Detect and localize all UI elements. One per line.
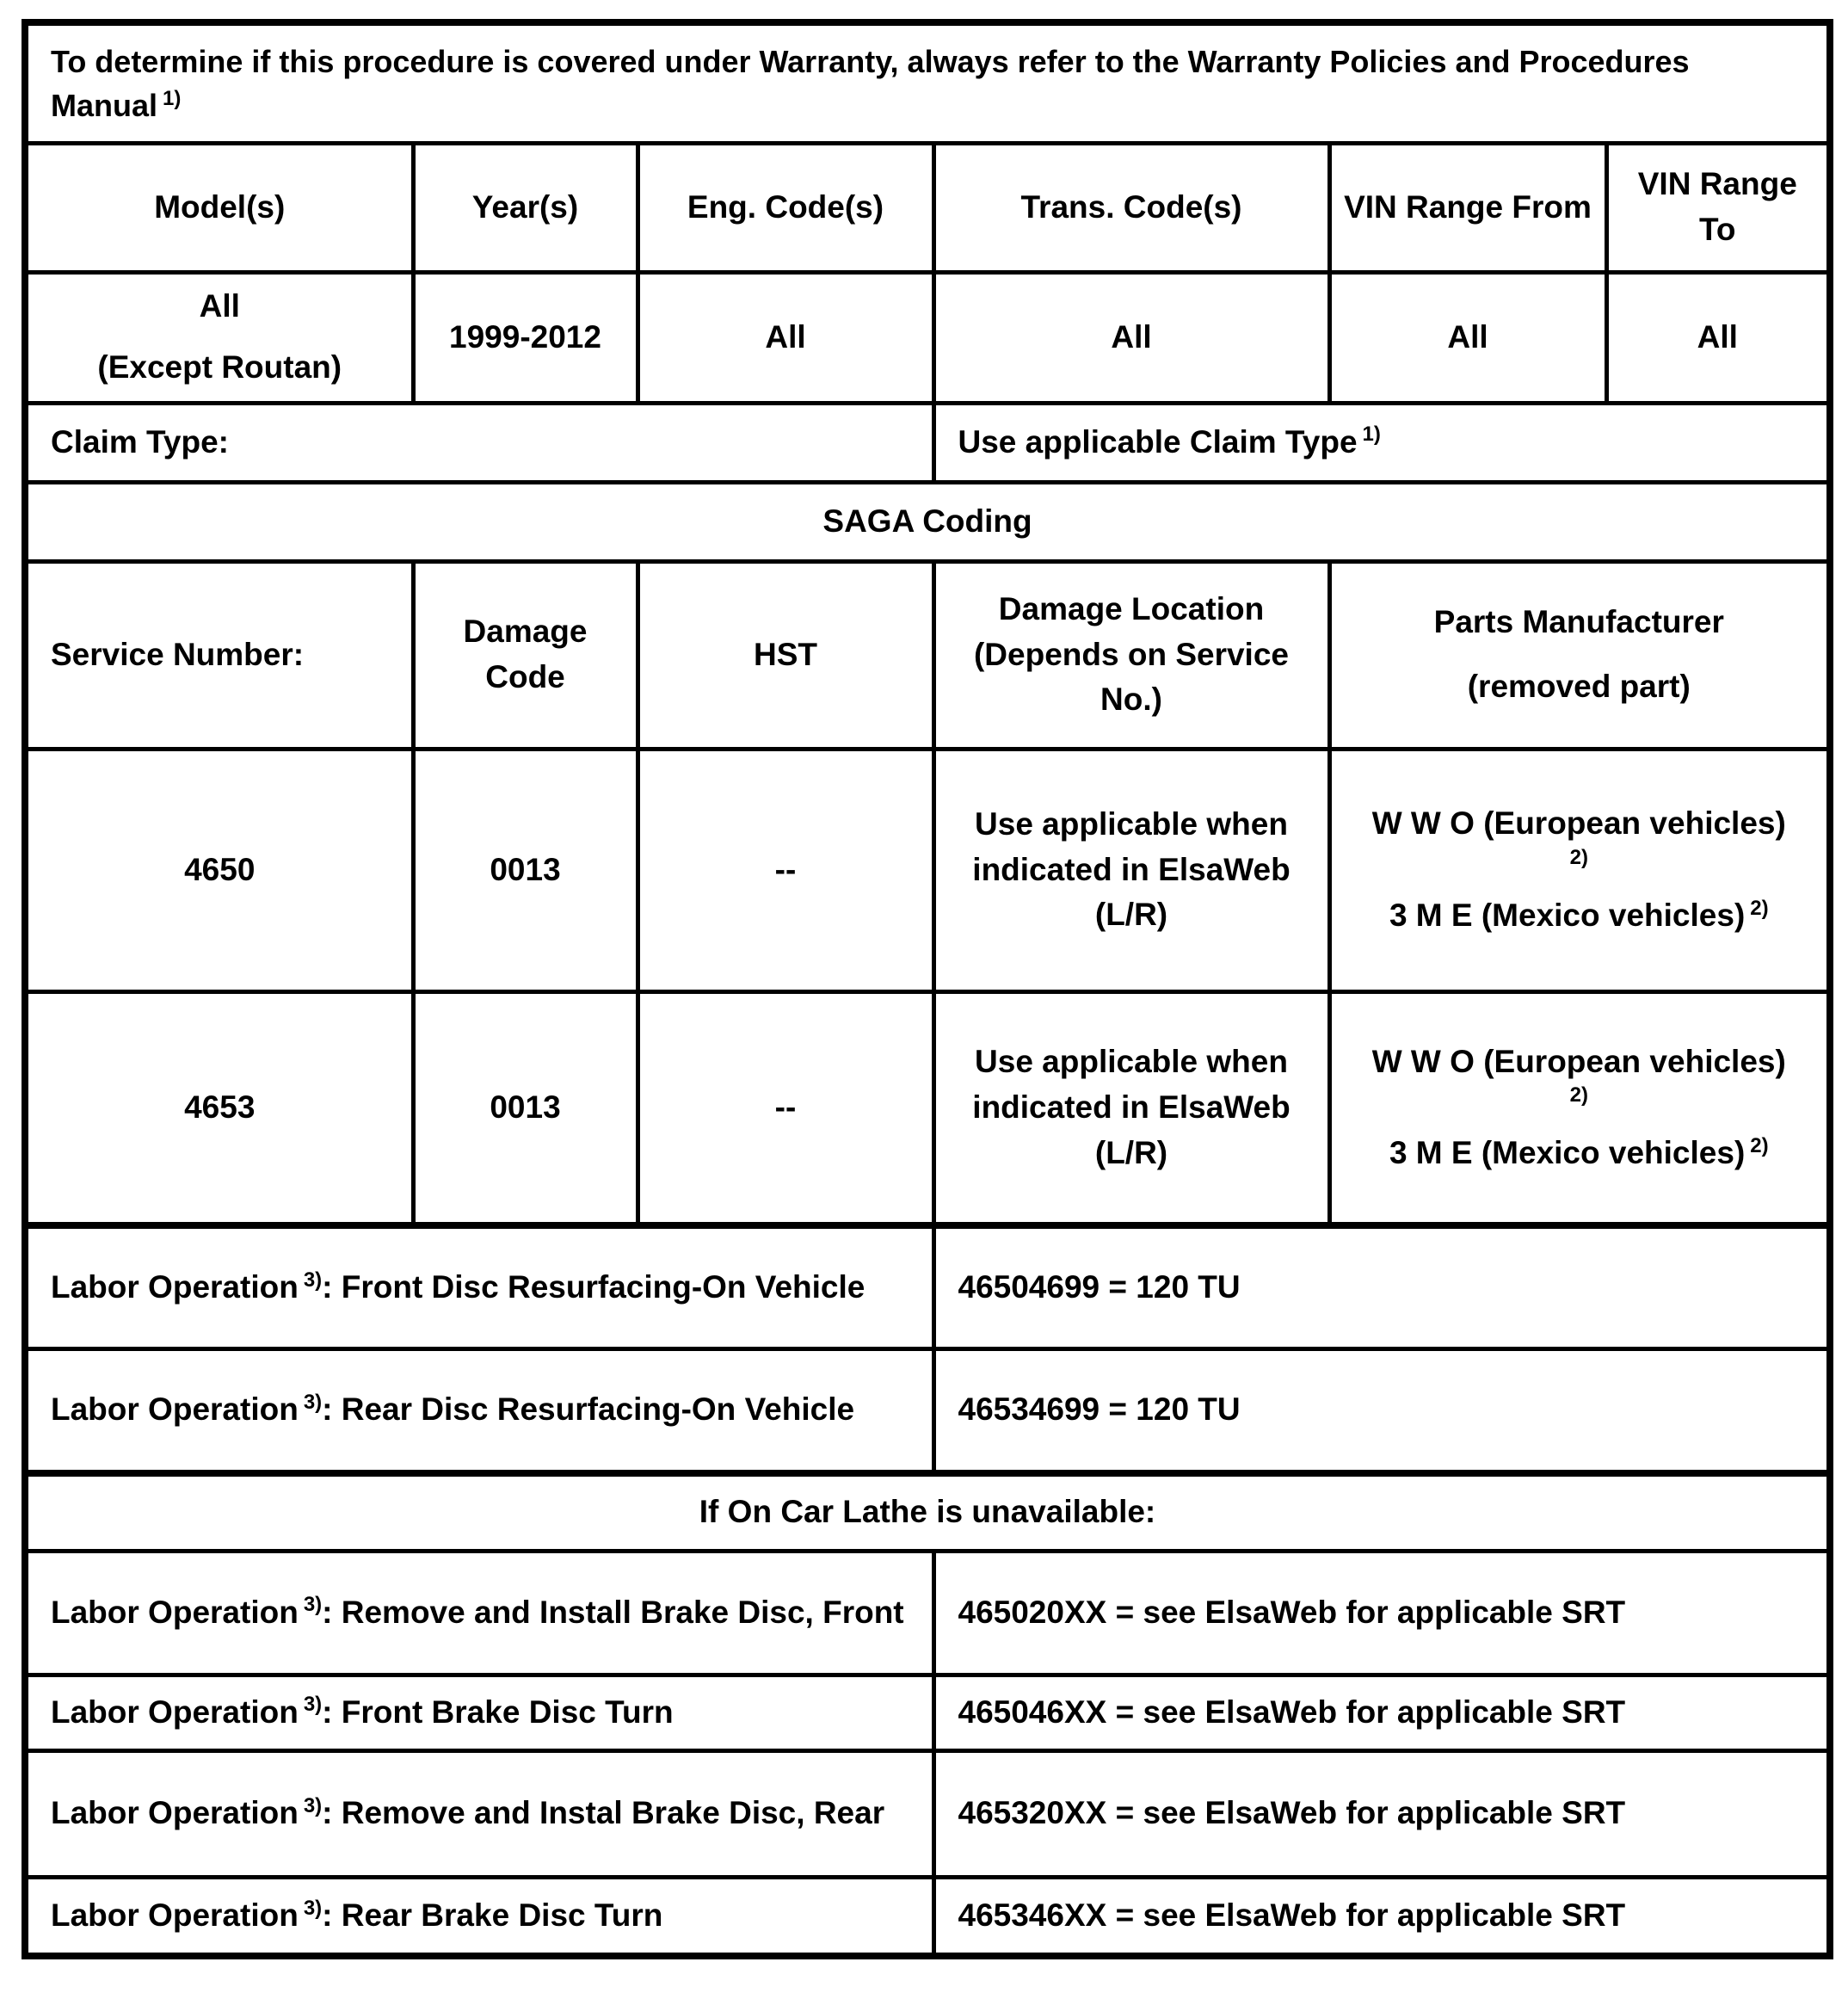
saga-header-damage-location: Damage Location (Depends on Service No.) <box>933 561 1329 749</box>
claim-type-value <box>933 403 1830 482</box>
saga-section-title: SAGA Coding <box>25 482 1830 561</box>
table-row <box>25 1551 1830 1675</box>
col-header-trans-codes: Trans. Code(s) <box>933 143 1329 272</box>
parts-european: W W O (European vehicles) <box>1371 1043 1786 1079</box>
saga-header-hst: HST <box>638 561 933 749</box>
labor-label-front-disc-turn <box>25 1675 933 1750</box>
cell-parts-manufacturer <box>1329 991 1830 1225</box>
lathe-section-title: If On Car Lathe is unavailable: <box>25 1473 1830 1551</box>
labor-label-front-resurfacing <box>25 1225 933 1348</box>
cell-models <box>25 272 413 403</box>
footnote-marker: 3) <box>303 1268 323 1292</box>
labor-label-rest: : Remove and Install Brake Disc, Front <box>322 1594 904 1630</box>
table-row <box>25 1348 1830 1473</box>
labor-value: 465320XX = see ElsaWeb for applicable SRT <box>933 1750 1830 1877</box>
table-row <box>25 1473 1830 1551</box>
cell-models-line1: All <box>199 288 240 324</box>
footnote-marker: 2) <box>1750 1134 1769 1158</box>
claim-type-value-text: Use applicable Claim Type <box>958 423 1358 460</box>
cell-models-line2: (Except Routan) <box>97 349 342 385</box>
labor-label-rest: : Front Brake Disc Turn <box>322 1694 674 1730</box>
labor-label-prefix: Labor Operation <box>51 1795 299 1831</box>
table-row <box>25 1675 1830 1750</box>
labor-label-prefix: Labor Operation <box>51 1268 299 1305</box>
cell-eng-codes: All <box>638 272 933 403</box>
col-header-vin-from: VIN Range From <box>1329 143 1606 272</box>
warranty-note-text: To determine if this procedure is covered under Warranty, always refer to the Warranty Policies and Procedures Manual <box>51 43 1690 123</box>
col-header-eng-codes: Eng. Code(s) <box>638 143 933 272</box>
labor-label-remove-install-front <box>25 1551 933 1675</box>
table-row <box>25 143 1830 272</box>
labor-value: 46534699 = 120 TU <box>933 1348 1830 1473</box>
parts-mexico-text: 3 M E (Mexico vehicles) <box>1389 898 1746 934</box>
footnote-marker: 1) <box>1362 423 1381 447</box>
labor-label-prefix: Labor Operation <box>51 1391 299 1428</box>
cell-parts-manufacturer <box>1329 749 1830 991</box>
cell-hst: -- <box>638 991 933 1225</box>
cell-damage-code: 0013 <box>413 991 638 1225</box>
labor-value: 465020XX = see ElsaWeb for applicable SRT <box>933 1551 1830 1675</box>
saga-header-damage-code: Damage Code <box>413 561 638 749</box>
footnote-marker: 3) <box>303 1793 323 1817</box>
labor-value: 465046XX = see ElsaWeb for applicable SRT <box>933 1675 1830 1750</box>
claim-type-label: Claim Type: <box>25 403 933 482</box>
saga-header-service-number: Service Number: <box>25 561 413 749</box>
labor-label-rest: : Remove and Instal Brake Disc, Rear <box>322 1795 885 1831</box>
parts-manufacturer-line1: Parts Manufacturer <box>1433 604 1724 640</box>
cell-years: 1999-2012 <box>413 272 638 403</box>
labor-label-remove-install-rear <box>25 1750 933 1877</box>
cell-vin-to: All <box>1606 272 1830 403</box>
labor-label-prefix: Labor Operation <box>51 1694 299 1730</box>
parts-mexico <box>1344 893 1815 939</box>
labor-label-prefix: Labor Operation <box>51 1594 299 1630</box>
cell-hst: -- <box>638 749 933 991</box>
footnote-marker: 3) <box>303 1693 323 1717</box>
labor-label-rest: : Rear Brake Disc Turn <box>322 1897 663 1933</box>
parts-manufacturer-line2: (removed part) <box>1467 669 1691 704</box>
labor-label-prefix: Labor Operation <box>51 1897 299 1933</box>
table-row <box>25 561 1830 749</box>
table-row <box>25 1225 1830 1348</box>
table-row <box>25 403 1830 482</box>
labor-value: 46504699 = 120 TU <box>933 1225 1830 1348</box>
footnote-marker: 3) <box>303 1593 323 1617</box>
footnote-marker: 3) <box>303 1896 323 1920</box>
cell-trans-codes: All <box>933 272 1329 403</box>
col-header-vin-to: VIN Range To <box>1606 143 1830 272</box>
cell-vin-from: All <box>1329 272 1606 403</box>
warranty-note <box>25 22 1830 143</box>
col-header-models: Model(s) <box>25 143 413 272</box>
footnote-marker: 2) <box>1569 1083 1588 1107</box>
table-row <box>25 22 1830 143</box>
cell-damage-location: Use applicable when indicated in ElsaWeb (L/R) <box>933 749 1329 991</box>
footnote-marker: 3) <box>303 1391 323 1415</box>
footnote-marker: 2) <box>1750 896 1769 920</box>
footnote-marker: 1) <box>163 86 182 110</box>
cell-service-number: 4653 <box>25 991 413 1225</box>
labor-label-rear-disc-turn <box>25 1877 933 1956</box>
cell-service-number: 4650 <box>25 749 413 991</box>
table-row <box>25 482 1830 561</box>
footnote-marker: 2) <box>1569 845 1588 869</box>
parts-european: W W O (European vehicles) <box>1371 805 1786 842</box>
labor-label-rear-resurfacing <box>25 1348 933 1473</box>
labor-value: 465346XX = see ElsaWeb for applicable SRT <box>933 1877 1830 1956</box>
table-row <box>25 1750 1830 1877</box>
parts-mexico <box>1344 1131 1815 1176</box>
col-header-years: Year(s) <box>413 143 638 272</box>
table-row <box>25 272 1830 403</box>
table-row <box>25 991 1830 1225</box>
table-row <box>25 749 1830 991</box>
table-row <box>25 1877 1830 1956</box>
cell-damage-code: 0013 <box>413 749 638 991</box>
labor-label-rest: : Front Disc Resurfacing-On Vehicle <box>322 1268 865 1305</box>
parts-mexico-text: 3 M E (Mexico vehicles) <box>1389 1135 1746 1171</box>
warranty-table <box>22 19 1833 1959</box>
labor-label-rest: : Rear Disc Resurfacing-On Vehicle <box>322 1391 855 1428</box>
saga-header-parts-manufacturer <box>1329 561 1830 749</box>
cell-damage-location: Use applicable when indicated in ElsaWeb (L/R) <box>933 991 1329 1225</box>
